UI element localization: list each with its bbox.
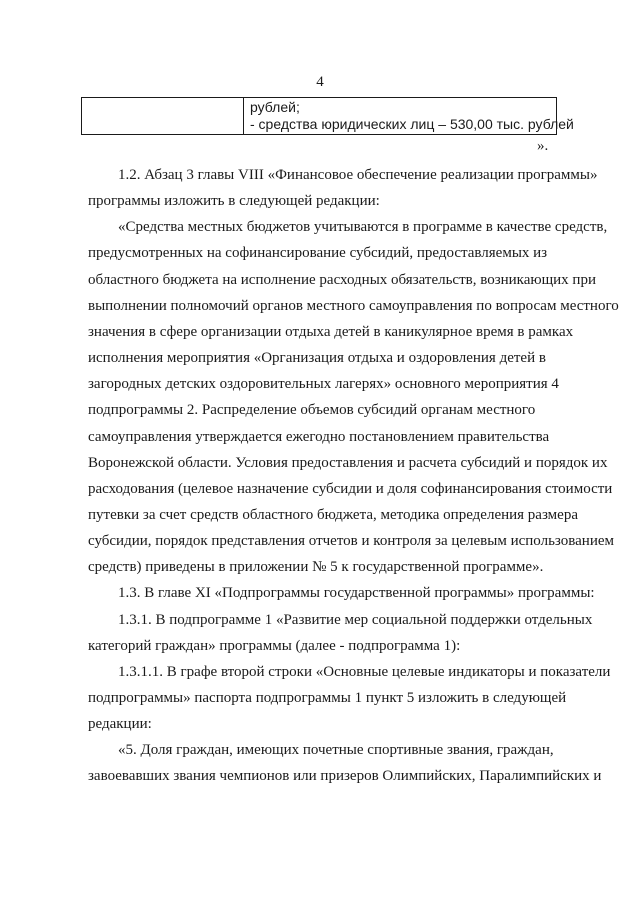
text-line: программы изложить в следующей редакции: xyxy=(88,193,380,209)
text-line: субсидии, порядок представления отчетов и контроля за целевым использованием xyxy=(88,533,615,549)
text-line: путевки за счет средств областного бюджета, методика определения размера xyxy=(88,507,578,523)
table-cell-line: - средства юридических лиц – 530,00 тыс. рублей xyxy=(250,116,574,132)
text-line: завоевавших звания чемпионов или призеров Олимпийских, Паралимпийских и xyxy=(88,768,602,784)
text-line: выполнении полномочий органов местного самоуправления по вопросам местного xyxy=(88,298,619,314)
funding-table xyxy=(81,97,574,135)
table-column-divider xyxy=(243,98,244,134)
text-line: подпрограммы 2. Распределение объемов субсидий органам местного xyxy=(88,402,536,418)
text-line: редакции: xyxy=(88,716,152,732)
text-line: категорий граждан» программы (далее - подпрограмма 1): xyxy=(88,638,461,654)
text-line: 1.3.1.1. В графе второй строки «Основные целевые индикаторы и показатели xyxy=(118,664,611,680)
table-cell xyxy=(250,99,574,133)
text-line: Воронежской области. Условия предоставления и расчета субсидий и порядок их xyxy=(88,455,608,471)
text-line: предусмотренных на софинансирование субсидий, предоставляемых из xyxy=(88,245,548,261)
closing-quote: ». xyxy=(537,138,549,154)
text-line: 1.3.1. В подпрограмме 1 «Развитие мер социальной поддержки отдельных xyxy=(118,612,593,628)
text-line: расходования (целевое назначение субсидии и доля софинансирования стоимости xyxy=(88,481,613,497)
text-line: «Средства местных бюджетов учитываются в программе в качестве средств, xyxy=(118,219,608,235)
text-line: 1.3. В главе XI «Подпрограммы государственной программы» программы: xyxy=(118,585,595,601)
text-line: подпрограммы» паспорта подпрограммы 1 пункт 5 изложить в следующей xyxy=(88,690,567,706)
text-line: исполнения мероприятия «Организация отдыха и оздоровления детей в xyxy=(88,350,546,366)
text-line: значения в сфере организации отдыха детей в каникулярное время в рамках xyxy=(88,324,574,340)
text-line: 1.2. Абзац 3 главы VIII «Финансовое обеспечение реализации программы» xyxy=(118,167,598,183)
text-line: самоуправления утверждается ежегодно постановлением правительства xyxy=(88,429,550,445)
text-line: средств) приведены в приложении № 5 к государственной программе». xyxy=(88,559,544,575)
text-line: загородных детских оздоровительных лагерях» основного мероприятия 4 xyxy=(88,376,559,392)
text-line: «5. Доля граждан, имеющих почетные спортивные звания, граждан, xyxy=(118,742,554,758)
text-line: областного бюджета на исполнение расходных обязательств, возникающих при xyxy=(88,272,596,288)
table-cell-line: рублей; xyxy=(250,99,300,115)
page-number: 4 xyxy=(316,74,324,90)
